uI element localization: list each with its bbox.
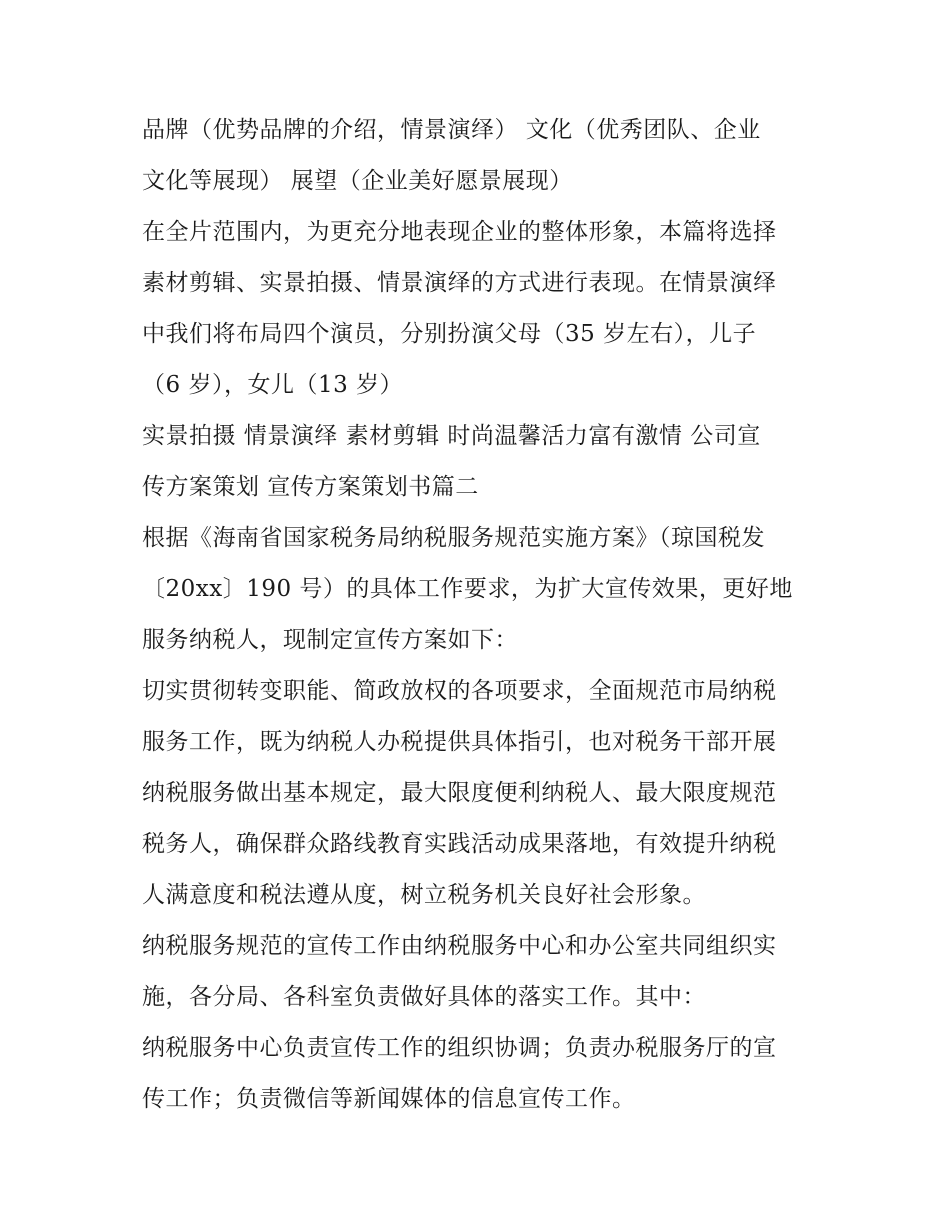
text-line: 服务纳税人，现制定宣传方案如下： [142, 627, 518, 653]
text-line: 传方案策划 宣传方案策划书篇二 [142, 474, 479, 500]
text-line: 〔20xx〕190 号）的具体工作要求，为扩大宣传效果，更好地 [142, 576, 793, 602]
text-line: 在全片范围内，为更充分地表现企业的整体形象，本篇将选择 [142, 219, 777, 245]
text-line: 纳税服务中心负责宣传工作的组织协调；负责办税服务厅的宣 [142, 1035, 777, 1061]
text-line: 施，各分局、各科室负责做好具体的落实工作。其中： [142, 984, 706, 1010]
text-line: 切实贯彻转变职能、简政放权的各项要求，全面规范市局纳税 [142, 678, 777, 704]
document-body [142, 110, 822, 1130]
text-line: 服务工作，既为纳税人办税提供具体指引，也对税务干部开展 [142, 729, 777, 755]
text-line: 品牌（优势品牌的介绍，情景演绎） 文化（优秀团队、企业 [142, 117, 761, 143]
text-line: 文化等展现） 展望（企业美好愿景展现） [142, 168, 573, 194]
text-line: 根据《海南省国家税务局纳税服务规范实施方案》（琼国税发 [142, 525, 765, 551]
text-line: 纳税服务规范的宣传工作由纳税服务中心和办公室共同组织实 [142, 933, 777, 959]
text-line: 实景拍摄 情景演绎 素材剪辑 时尚温馨活力富有激情 公司宣 [142, 423, 761, 449]
text-line: 素材剪辑、实景拍摄、情景演绎的方式进行表现。在情景演绎 [142, 270, 777, 296]
text-line: （6 岁），女儿（13 岁） [142, 372, 404, 398]
text-line: 中我们将布局四个演员，分别扮演父母（35 岁左右），儿子 [142, 321, 757, 347]
text-line: 纳税服务做出基本规定，最大限度便利纳税人、最大限度规范 [142, 780, 777, 806]
text-line: 传工作；负责微信等新闻媒体的信息宣传工作。 [142, 1086, 636, 1112]
text-line: 税务人，确保群众路线教育实践活动成果落地，有效提升纳税 [142, 831, 777, 857]
text-line: 人满意度和税法遵从度，树立税务机关良好社会形象。 [142, 882, 706, 908]
